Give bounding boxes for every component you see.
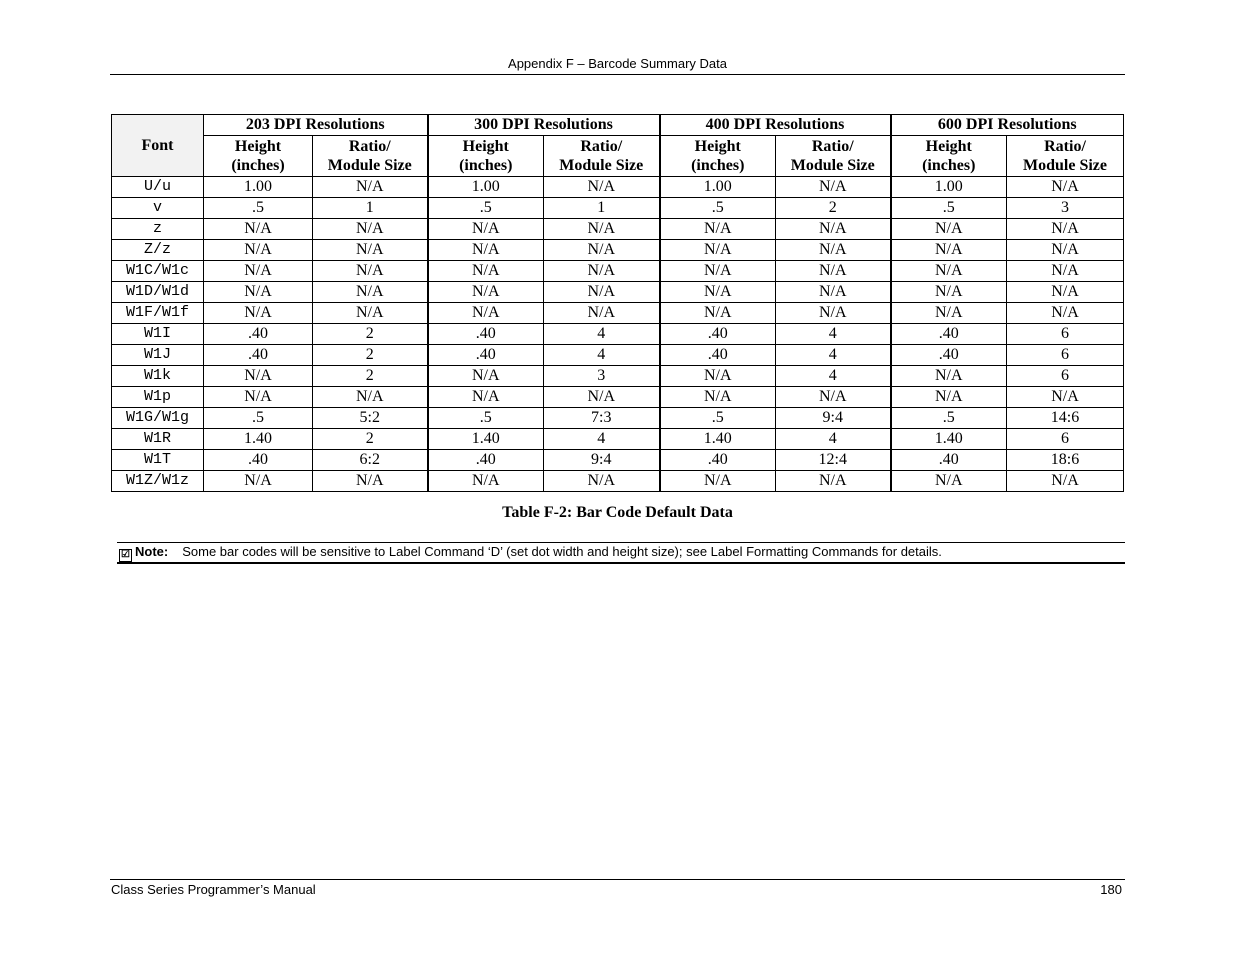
height-cell: 1.40 [660, 429, 776, 450]
height-cell: .40 [891, 450, 1007, 471]
ratio-cell: 4 [544, 429, 660, 450]
ratio-cell: N/A [313, 240, 428, 261]
ratio-cell: N/A [544, 387, 660, 408]
checkbox-icon: ☑ [119, 549, 132, 562]
font-name-cell: W1F/W1f [112, 303, 204, 324]
note-label: Note: [135, 544, 169, 559]
height-cell: N/A [428, 366, 544, 387]
ratio-cell: N/A [776, 240, 891, 261]
height-cell: N/A [204, 303, 313, 324]
ratio-cell: N/A [313, 471, 428, 492]
subheader-ratio: Ratio/ Module Size [544, 136, 660, 177]
note-bottom-rule [117, 562, 1125, 564]
subheader-height: Height (inches) [891, 136, 1007, 177]
ratio-cell: 4 [776, 429, 891, 450]
ratio-cell: N/A [776, 471, 891, 492]
height-cell: .40 [660, 450, 776, 471]
ratio-cell: N/A [776, 177, 891, 198]
ratio-cell: 3 [544, 366, 660, 387]
height-cell: .5 [891, 408, 1007, 429]
height-cell: .40 [204, 450, 313, 471]
height-cell: .5 [428, 408, 544, 429]
ratio-cell: 6 [1007, 429, 1124, 450]
height-cell: N/A [660, 282, 776, 303]
subheader-height: Height (inches) [660, 136, 776, 177]
height-cell: N/A [428, 471, 544, 492]
ratio-cell: N/A [1007, 219, 1124, 240]
table-row [112, 261, 1124, 282]
font-column-header: Font [112, 115, 204, 177]
font-name-cell: W1Z/W1z [112, 471, 204, 492]
ratio-cell: 4 [544, 345, 660, 366]
height-cell: N/A [891, 282, 1007, 303]
table-row [112, 303, 1124, 324]
height-cell: N/A [891, 471, 1007, 492]
height-cell: N/A [204, 261, 313, 282]
group-header-400dpi: 400 DPI Resolutions [660, 115, 891, 136]
height-cell: N/A [428, 240, 544, 261]
height-cell: .5 [204, 408, 313, 429]
ratio-cell: N/A [776, 261, 891, 282]
table-body [112, 177, 1124, 492]
ratio-cell: N/A [776, 303, 891, 324]
height-cell: N/A [660, 387, 776, 408]
height-cell: N/A [660, 240, 776, 261]
note-box [119, 544, 1119, 562]
ratio-cell: 6 [1007, 345, 1124, 366]
height-cell: N/A [428, 387, 544, 408]
barcode-default-data-table [111, 114, 1124, 492]
ratio-cell: N/A [1007, 282, 1124, 303]
ratio-cell: 9:4 [776, 408, 891, 429]
group-header-203dpi: 203 DPI Resolutions [204, 115, 428, 136]
font-name-cell: W1D/W1d [112, 282, 204, 303]
ratio-cell: 4 [776, 324, 891, 345]
ratio-cell: N/A [544, 282, 660, 303]
font-name-cell: W1J [112, 345, 204, 366]
group-header-300dpi: 300 DPI Resolutions [428, 115, 660, 136]
ratio-cell: N/A [544, 303, 660, 324]
font-name-cell: W1T [112, 450, 204, 471]
height-cell: N/A [204, 387, 313, 408]
height-cell: .5 [428, 198, 544, 219]
ratio-cell: 3 [1007, 198, 1124, 219]
font-name-cell: W1G/W1g [112, 408, 204, 429]
table-caption: Table F-2: Bar Code Default Data [502, 504, 733, 521]
table-row [112, 450, 1124, 471]
table-row [112, 429, 1124, 450]
table-row [112, 366, 1124, 387]
height-cell: N/A [891, 240, 1007, 261]
height-cell: N/A [428, 303, 544, 324]
height-cell: .40 [891, 345, 1007, 366]
height-cell: N/A [660, 261, 776, 282]
height-cell: 1.40 [428, 429, 544, 450]
height-cell: .5 [891, 198, 1007, 219]
height-cell: N/A [204, 471, 313, 492]
ratio-cell: 6 [1007, 324, 1124, 345]
table-row [112, 324, 1124, 345]
subheader-ratio: Ratio/ Module Size [1007, 136, 1124, 177]
height-cell: N/A [660, 366, 776, 387]
ratio-cell: N/A [544, 261, 660, 282]
ratio-cell: N/A [544, 240, 660, 261]
group-header-600dpi: 600 DPI Resolutions [891, 115, 1124, 136]
note-top-rule [117, 542, 1125, 543]
ratio-cell: N/A [313, 219, 428, 240]
ratio-cell: 2 [313, 366, 428, 387]
height-cell: 1.40 [204, 429, 313, 450]
font-name-cell: W1I [112, 324, 204, 345]
page-header-title: Appendix F – Barcode Summary Data [508, 56, 727, 71]
ratio-cell: N/A [1007, 177, 1124, 198]
height-cell: N/A [891, 219, 1007, 240]
ratio-cell: 14:6 [1007, 408, 1124, 429]
table-row [112, 345, 1124, 366]
footer-manual-title: Class Series Programmer’s Manual [111, 882, 316, 897]
ratio-cell: 1 [544, 198, 660, 219]
height-cell: N/A [891, 387, 1007, 408]
ratio-cell: 5:2 [313, 408, 428, 429]
ratio-cell: N/A [1007, 261, 1124, 282]
height-cell: .40 [428, 324, 544, 345]
table-row [112, 282, 1124, 303]
footer-divider [110, 879, 1125, 880]
height-cell: .5 [204, 198, 313, 219]
height-cell: N/A [204, 282, 313, 303]
height-cell: N/A [891, 366, 1007, 387]
table-row [112, 471, 1124, 492]
table-row [112, 198, 1124, 219]
height-cell: .40 [660, 345, 776, 366]
ratio-cell: N/A [776, 387, 891, 408]
header-row-subcolumns [112, 136, 1124, 177]
height-cell: .40 [891, 324, 1007, 345]
ratio-cell: N/A [544, 471, 660, 492]
height-cell: N/A [891, 261, 1007, 282]
ratio-cell: 18:6 [1007, 450, 1124, 471]
height-cell: N/A [891, 303, 1007, 324]
ratio-cell: N/A [776, 219, 891, 240]
ratio-cell: N/A [313, 387, 428, 408]
ratio-cell: 2 [313, 345, 428, 366]
ratio-cell: 2 [776, 198, 891, 219]
header-row-groups [112, 115, 1124, 136]
ratio-cell: N/A [313, 261, 428, 282]
height-cell: N/A [660, 303, 776, 324]
ratio-cell: N/A [313, 303, 428, 324]
height-cell: N/A [204, 219, 313, 240]
note-text: Some bar codes will be sensitive to Label Command ‘D’ (set dot width and height size); see Label Formatting Commands for details. [182, 544, 942, 559]
font-name-cell: U/u [112, 177, 204, 198]
font-name-cell: W1R [112, 429, 204, 450]
height-cell: 1.40 [891, 429, 1007, 450]
ratio-cell: 2 [313, 324, 428, 345]
height-cell: N/A [660, 471, 776, 492]
ratio-cell: 1 [313, 198, 428, 219]
ratio-cell: N/A [1007, 240, 1124, 261]
height-cell: N/A [660, 219, 776, 240]
ratio-cell: N/A [313, 177, 428, 198]
ratio-cell: N/A [1007, 471, 1124, 492]
ratio-cell: 6:2 [313, 450, 428, 471]
font-name-cell: W1p [112, 387, 204, 408]
height-cell: 1.00 [204, 177, 313, 198]
ratio-cell: N/A [313, 282, 428, 303]
ratio-cell: 4 [544, 324, 660, 345]
ratio-cell: N/A [1007, 303, 1124, 324]
table-row [112, 240, 1124, 261]
height-cell: N/A [204, 240, 313, 261]
height-cell: 1.00 [891, 177, 1007, 198]
height-cell: N/A [428, 219, 544, 240]
ratio-cell: 4 [776, 366, 891, 387]
subheader-height: Height (inches) [428, 136, 544, 177]
ratio-cell: 7:3 [544, 408, 660, 429]
footer-page-number: 180 [1100, 882, 1122, 897]
ratio-cell: N/A [544, 219, 660, 240]
height-cell: .40 [660, 324, 776, 345]
height-cell: .40 [428, 450, 544, 471]
table-header [112, 115, 1124, 177]
font-name-cell: z [112, 219, 204, 240]
ratio-cell: 12:4 [776, 450, 891, 471]
font-name-cell: Z/z [112, 240, 204, 261]
height-cell: .5 [660, 408, 776, 429]
height-cell: N/A [428, 261, 544, 282]
table-row [112, 387, 1124, 408]
ratio-cell: 2 [313, 429, 428, 450]
height-cell: .40 [204, 324, 313, 345]
ratio-cell: 6 [1007, 366, 1124, 387]
subheader-ratio: Ratio/ Module Size [776, 136, 891, 177]
ratio-cell: 9:4 [544, 450, 660, 471]
ratio-cell: N/A [776, 282, 891, 303]
height-cell: .5 [660, 198, 776, 219]
font-name-cell: v [112, 198, 204, 219]
table-row [112, 177, 1124, 198]
ratio-cell: N/A [1007, 387, 1124, 408]
header-divider [110, 74, 1125, 75]
subheader-height: Height (inches) [204, 136, 313, 177]
height-cell: 1.00 [428, 177, 544, 198]
height-cell: N/A [204, 366, 313, 387]
table-row [112, 219, 1124, 240]
table-row [112, 408, 1124, 429]
ratio-cell: N/A [544, 177, 660, 198]
font-name-cell: W1k [112, 366, 204, 387]
font-name-cell: W1C/W1c [112, 261, 204, 282]
height-cell: .40 [204, 345, 313, 366]
height-cell: .40 [428, 345, 544, 366]
height-cell: 1.00 [660, 177, 776, 198]
subheader-ratio: Ratio/ Module Size [313, 136, 428, 177]
ratio-cell: 4 [776, 345, 891, 366]
height-cell: N/A [428, 282, 544, 303]
